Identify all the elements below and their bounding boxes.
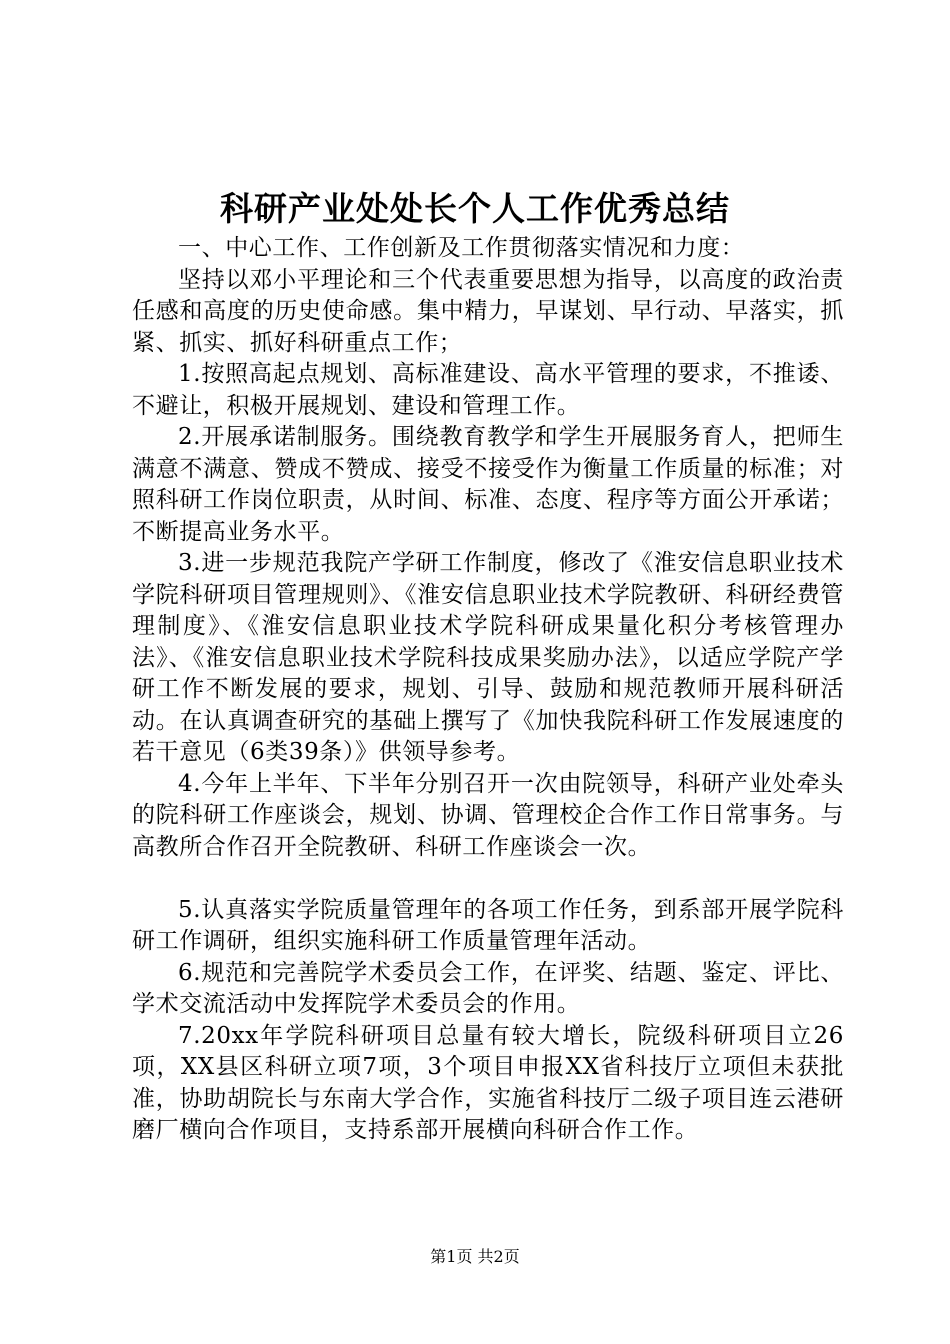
document-title: 科研产业处处长个人工作优秀总结 (220, 189, 730, 228)
paragraph-item-3: 3.进一步规范我院产学研工作制度，修改了《淮安信息职业技术学院科研项目管理规则》、《淮安信息职业技术学院教研、科研经费管理制度》、《淮安信息职业技术学院科研成果量化积分考核管理办法》、《淮安信息职业技术学院科技成果奖励办法》，以适应学院产学研工作不断发展的要求，规划、引导、鼓励和规范教师开展科研活动。在认真调查研究的基础上撰写了《加快我院科研工作发展速度的若干意见（6类39条）》供领导参考。 (132, 550, 844, 765)
paragraph-item-7: 7.20xx年学院科研项目总量有较大增长，院级科研项目立26项，XX县区科研立项7项，3个项目申报XX省科技厅立项但未获批准，协助胡院长与东南大学合作，实施省科技厅二级子项目连云港研磨厂横向合作项目，支持系部开展横向科研合作工作。 (132, 1022, 844, 1143)
page-footer: 第1页 共2页 (430, 1247, 520, 1266)
paragraph-item-4: 4.今年上半年、下半年分别召开一次由院领导，科研产业处牵头的院科研工作座谈会，规划、协调、管理校企合作工作日常事务。与高教所合作召开全院教研、科研工作座谈会一次。 (132, 770, 844, 860)
paragraph-item-2: 2.开展承诺制服务。围绕教育教学和学生开展服务育人，把师生满意不满意、赞成不赞成、接受不接受作为衡量工作质量的标准；对照科研工作岗位职责，从时间、标准、态度、程序等方面公开承诺；不断提高业务水平。 (132, 424, 844, 545)
section-heading: 一、中心工作、工作创新及工作贯彻落实情况和力度： (178, 235, 745, 261)
paragraph-item-5: 5.认真落实学院质量管理年的各项工作任务，到系部开展学院科研工作调研，组织实施科研工作质量管理年活动。 (132, 896, 844, 954)
paragraph-item-1: 1.按照高起点规划、高标准建设、高水平管理的要求，不推诿、不避让，积极开展规划、建设和管理工作。 (132, 361, 844, 419)
document-body (132, 233, 844, 1147)
paragraph-item-6: 6.规范和完善院学术委员会工作，在评奖、结题、鉴定、评比、学术交流活动中发挥院学术委员会的作用。 (132, 959, 844, 1017)
paragraph-intro: 坚持以邓小平理论和三个代表重要思想为指导，以高度的政治责任感和高度的历史使命感。集中精力，早谋划、早行动、早落实，抓紧、抓实、抓好科研重点工作； (132, 266, 844, 356)
